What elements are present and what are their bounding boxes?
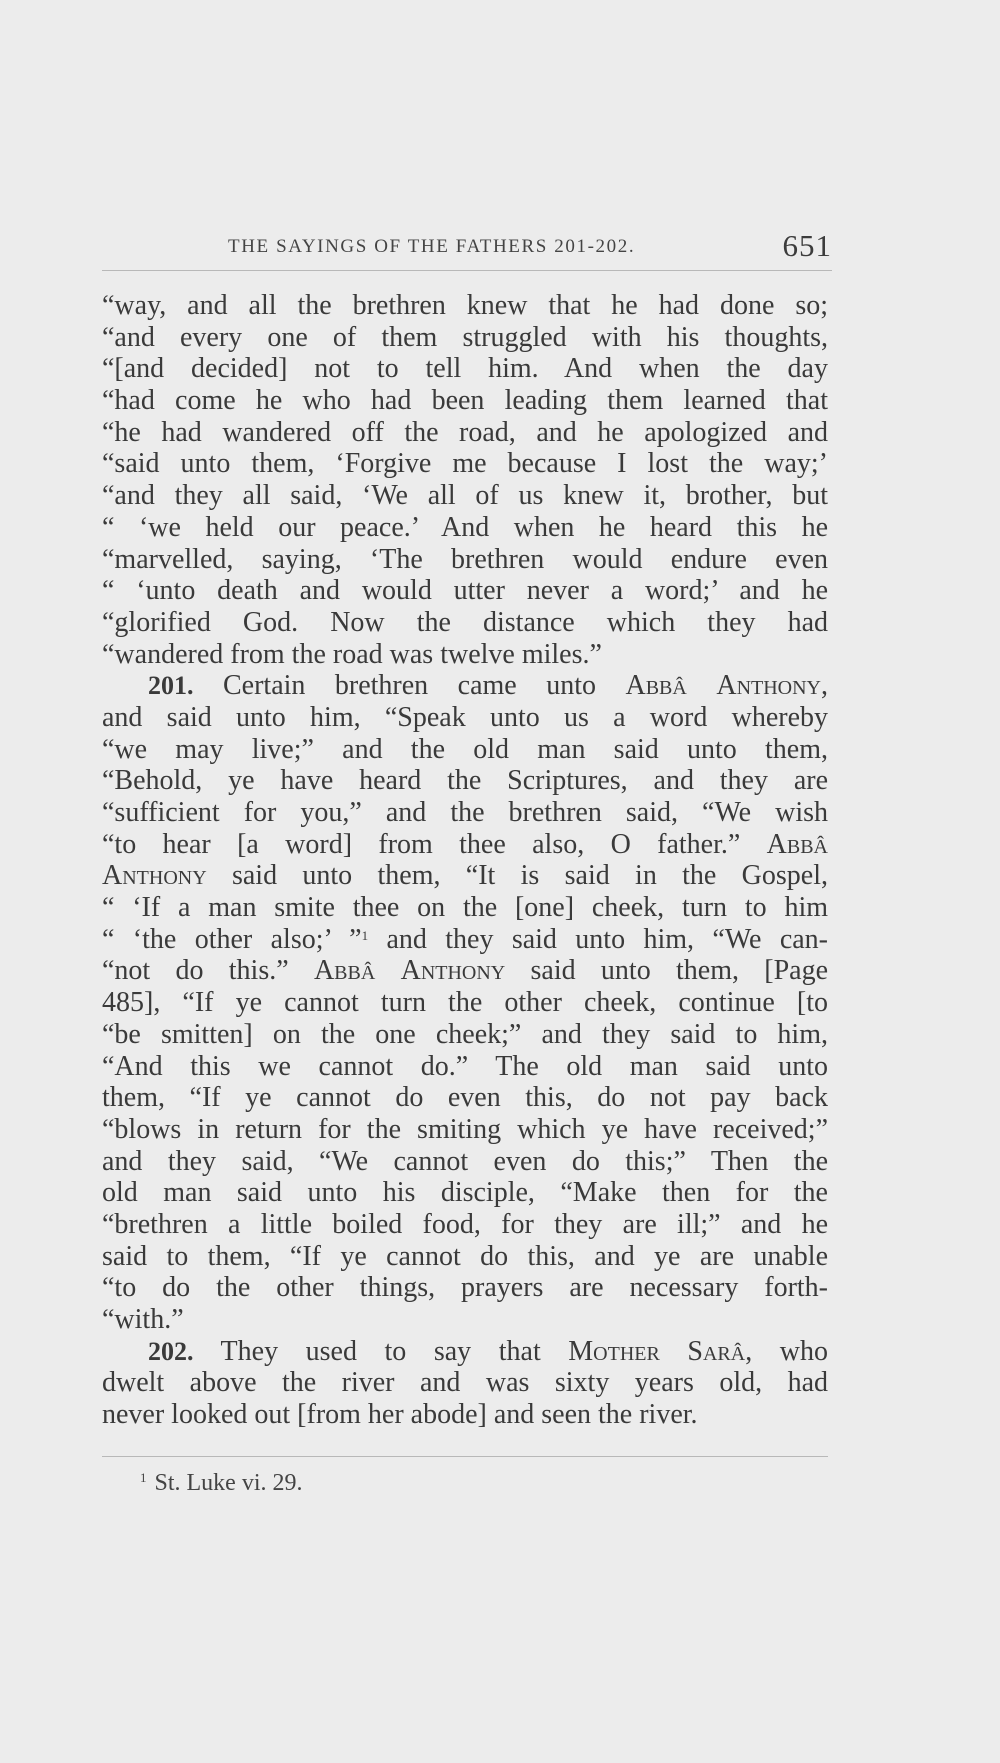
text-line: “brethren a little boiled food, for they are ill;” and he xyxy=(102,1208,828,1240)
text-line: old man said unto his disciple, “Make then for the xyxy=(102,1177,828,1209)
text-line: dwelt above the river and was sixty years old, had xyxy=(102,1367,828,1399)
text-line: and said unto him, “Speak unto us a word whereby xyxy=(102,701,828,733)
text-line: “Behold, ye have heard the Scriptures, and they are xyxy=(102,765,828,797)
text-line: “ ‘If a man smite thee on the [one] cheek, turn to him xyxy=(102,892,828,924)
text-line: “[and decided] not to tell him. And when the day xyxy=(102,353,828,385)
text-line: “be smitten] on the one cheek;” and they said to him, xyxy=(102,1018,828,1050)
paragraph-202-line xyxy=(102,1336,828,1368)
text-line: “And this we cannot do.” The old man said unto xyxy=(102,1050,828,1082)
proper-name: Anthony xyxy=(400,955,506,987)
text-run: , xyxy=(821,670,828,702)
text-run: “ ‘the other also;’ ” xyxy=(102,923,362,955)
body-text xyxy=(102,290,828,1431)
text-line: “he had wandered off the road, and he apologized and xyxy=(102,416,828,448)
text-line: 485], “If ye cannot turn the other cheek, continue [to xyxy=(102,987,828,1019)
text-line: never looked out [from her abode] and seen the river. xyxy=(102,1399,698,1431)
text-run: said unto them, [Page xyxy=(505,955,829,987)
text-line: them, “If ye cannot do even this, do not pay back xyxy=(102,1082,828,1114)
text-line: “ ‘unto death and would utter never a word;’ and he xyxy=(102,575,828,607)
proper-name: Abbâ xyxy=(625,670,687,702)
section-number: 201. xyxy=(148,671,194,701)
text-line: “said unto them, ‘Forgive me because I lost the way;’ xyxy=(102,448,828,480)
paragraph-201-line xyxy=(102,670,828,702)
text-line: “with.” xyxy=(102,1304,184,1335)
text-run: said unto them, “It is said in the Gospel, xyxy=(206,860,828,892)
text-line: “marvelled, saying, ‘The brethren would endure even xyxy=(102,543,828,575)
text-line xyxy=(102,955,828,987)
text-run: , who xyxy=(745,1335,828,1367)
footnote-mark: 1 xyxy=(140,1470,147,1485)
footnote xyxy=(140,1470,303,1497)
text-line: “we may live;” and the old man said unto them, xyxy=(102,733,828,765)
footnote-reference: 1 xyxy=(361,927,369,943)
footnote-rule xyxy=(102,1456,828,1457)
text-run: Certain brethren came unto xyxy=(193,670,626,702)
proper-name: Abbâ xyxy=(766,828,828,860)
text-line: “to do the other things, prayers are necessary forth- xyxy=(102,1272,828,1304)
proper-name: Mother Sarâ xyxy=(568,1335,746,1367)
text-line xyxy=(102,924,828,956)
text-line: said to them, “If ye cannot do this, and ye are unable xyxy=(102,1240,828,1272)
running-title: THE SAYINGS OF THE FATHERS 201-202. xyxy=(228,236,636,257)
footnote-text: St. Luke vi. 29. xyxy=(154,1470,303,1496)
text-line: “blows in return for the smiting which ye have received;” xyxy=(102,1113,828,1145)
text-run: “not do this.” xyxy=(102,955,314,987)
text-line: “sufficient for you,” and the brethren said, “We wish xyxy=(102,797,828,828)
text-line: “ ‘we held our peace.’ And when he heard this he xyxy=(102,511,828,543)
text-line: “wandered from the road was twelve miles.” xyxy=(102,638,602,670)
text-run: “to hear [a word] from thee also, O father.” xyxy=(102,828,767,860)
text-line: “way, and all the brethren knew that he had done so; xyxy=(102,290,828,321)
text-line: “and they all said, ‘We all of us knew it, brother, but xyxy=(102,480,828,512)
text-line: and they said, “We cannot even do this;” Then the xyxy=(102,1145,828,1177)
section-number: 202. xyxy=(148,1336,194,1366)
text-run: They used to say that xyxy=(193,1335,569,1367)
proper-name: Abbâ xyxy=(313,955,376,987)
text-line: “glorified God. Now the distance which they had xyxy=(102,606,828,638)
text-line: “had come he who had been leading them learned that xyxy=(102,385,828,417)
text-line: “and every one of them struggled with his thoughts, xyxy=(102,321,828,353)
text-run: and they said unto him, “We can- xyxy=(368,923,829,955)
proper-name: Anthony xyxy=(716,670,821,702)
proper-name: Anthony xyxy=(102,860,207,892)
text-line xyxy=(102,860,828,892)
page-number: 651 xyxy=(782,228,832,263)
header-rule xyxy=(102,270,832,271)
text-line xyxy=(102,829,828,861)
running-header xyxy=(102,228,832,272)
